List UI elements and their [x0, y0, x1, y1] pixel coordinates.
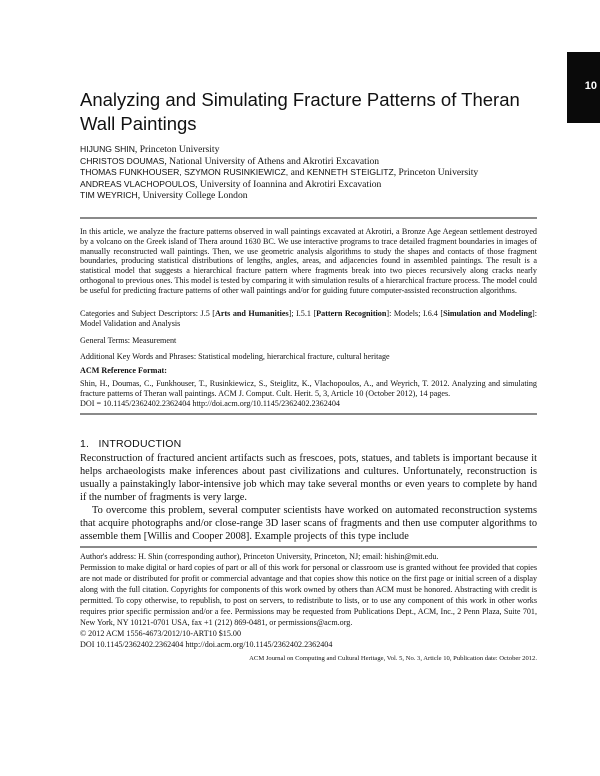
section-heading-introduction: 1. INTRODUCTION: [80, 438, 182, 450]
paper-title: [80, 88, 550, 136]
abstract: In this article, we analyze the fracture patterns observed in wall paintings excavated at Akrotiri, a Bronze Age Aegean settlement destroyed by a volcano on the Greek island of Thera around 1630 BC. We use interactive programs to trace detailed fragment boundaries in images of manually reconstructed wall paintings. Then, we use geometric analysis algorithms to study the shapes and contacts of those fragment boundaries, producing statistical distributions of lengths, angles, areas, and adjacencies found in assembled paintings. The result is a statistical model that suggests a hierarchical fracture pattern where fragments break into two pieces recursively along cracks nearly orthogonal to previous ones. This model is tested by comparing it with simulation results of a hierarchical fracture process. The model could be useful for predicting fracture patterns of other wall paintings and/or for guiding future computer-assisted reconstruction algorithms.: [80, 227, 537, 295]
header-divider: [80, 217, 537, 219]
reference-citation: Shin, H., Doumas, C., Funkhouser, T., Rusinkiewicz, S., Steiglitz, K., Vlachopoulos, A., and Weyrich, T. 2012. Analyzing and simulating fracture patterns of Theran wall paintings. ACM J. Comput. Cult. Herit. 5, 3, Article 10 (October 2012), 14 pages. DOI = 10.1145/2362402.2362404 http://doi.acm.org/10.1145/2362402.2362404: [80, 379, 537, 408]
author-line: THOMAS FUNKHOUSER, SZYMON RUSINKIEWICZ, and KENNETH STEIGLITZ, Princeton University: [80, 167, 479, 179]
title-line-2: Wall Paintings: [80, 113, 197, 134]
page-number: 10: [584, 80, 597, 92]
categories: Categories and Subject Descriptors: J.5 [Arts and Humanities]; I.5.1 [Pattern Recognition]: Models; I.6.4 [Simulation and Modeling]: Model Validation and Analysis: [80, 309, 538, 328]
reference-heading: ACM Reference Format:: [80, 366, 167, 375]
copyright-line: © 2012 ACM 1556-4673/2012/10-ART10 $15.00: [80, 629, 242, 638]
general-terms: General Terms: Measurement: [80, 336, 177, 345]
author-line: CHRISTOS DOUMAS, National University of Athens and Akrotiri Excavation: [80, 155, 380, 167]
permission-notice: Permission to make digital or hard copies of part or all of this work for personal or classroom use is granted without fee provided that copies are not made or distributed for profit or commercial advantage and that copies show this notice on the first page or initial screen of a display along with the full citation. Copyrights for components of this work owned by others than ACM must be honored. Abstracting with credit is permitted. To copy otherwise, to republish, to post on servers, to redistribute to lists, or to use any component of this work in other works requires prior specific permission and/or a fee. Permissions may be requested from Publications Dept., ACM, Inc., 2 Penn Plaza, Suite 701, New York, NY 10121-0701 USA, fax +1 (212) 869-0481, or permissions@acm.org.: [80, 563, 537, 627]
reference-doi[interactable]: DOI = 10.1145/2362402.2362404 http://doi.acm.org/10.1145/2362402.2362404: [80, 398, 340, 408]
paragraph: Reconstruction of fractured ancient artifacts such as frescoes, pots, statues, and tablets is important because it helps archaeologists make inferences about past civilizations and cultures. Unfortunately, reconstruction is usually a painstakingly labor-intensive job which may take several months or even years to complete by hand if the number of fragments is very large.: [80, 453, 537, 504]
author-list: [80, 144, 560, 202]
keywords: Additional Key Words and Phrases: Statistical modeling, hierarchical fracture, cultural heritage: [80, 352, 390, 361]
title-line-1: Analyzing and Simulating Fracture Patterns of Theran: [80, 89, 520, 110]
author-line: HIJUNG SHIN, Princeton University: [80, 144, 220, 155]
author-line: TIM WEYRICH, University College London: [80, 190, 248, 202]
abstract-divider: [80, 413, 537, 415]
journal-footer: ACM Journal on Computing and Cultural Heritage, Vol. 5, No. 3, Article 10, Publication date: October 2012.: [249, 655, 537, 662]
author-address: Author's address: H. Shin (corresponding author), Princeton University, Princeton, NJ; email: hishin@mit.edu.: [80, 552, 439, 561]
paragraph: To overcome this problem, several computer scientists have worked on automated reconstruction systems that acquire photographs and/or close-range 3D laser scans of fragments and then use computer algorithms to assemble them [Willis and Cooper 2008]. Example projects of this type include: [80, 505, 537, 543]
introduction-body: [80, 452, 537, 543]
page-number-tab: [567, 52, 600, 123]
footnote-doi[interactable]: DOI 10.1145/2362402.2362404 http://doi.acm.org/10.1145/2362402.2362404: [80, 640, 333, 649]
footnote-divider: [80, 546, 537, 548]
author-line: ANDREAS VLACHOPOULOS, University of Ioannina and Akrotiri Excavation: [80, 178, 382, 190]
footnote: [80, 551, 537, 650]
